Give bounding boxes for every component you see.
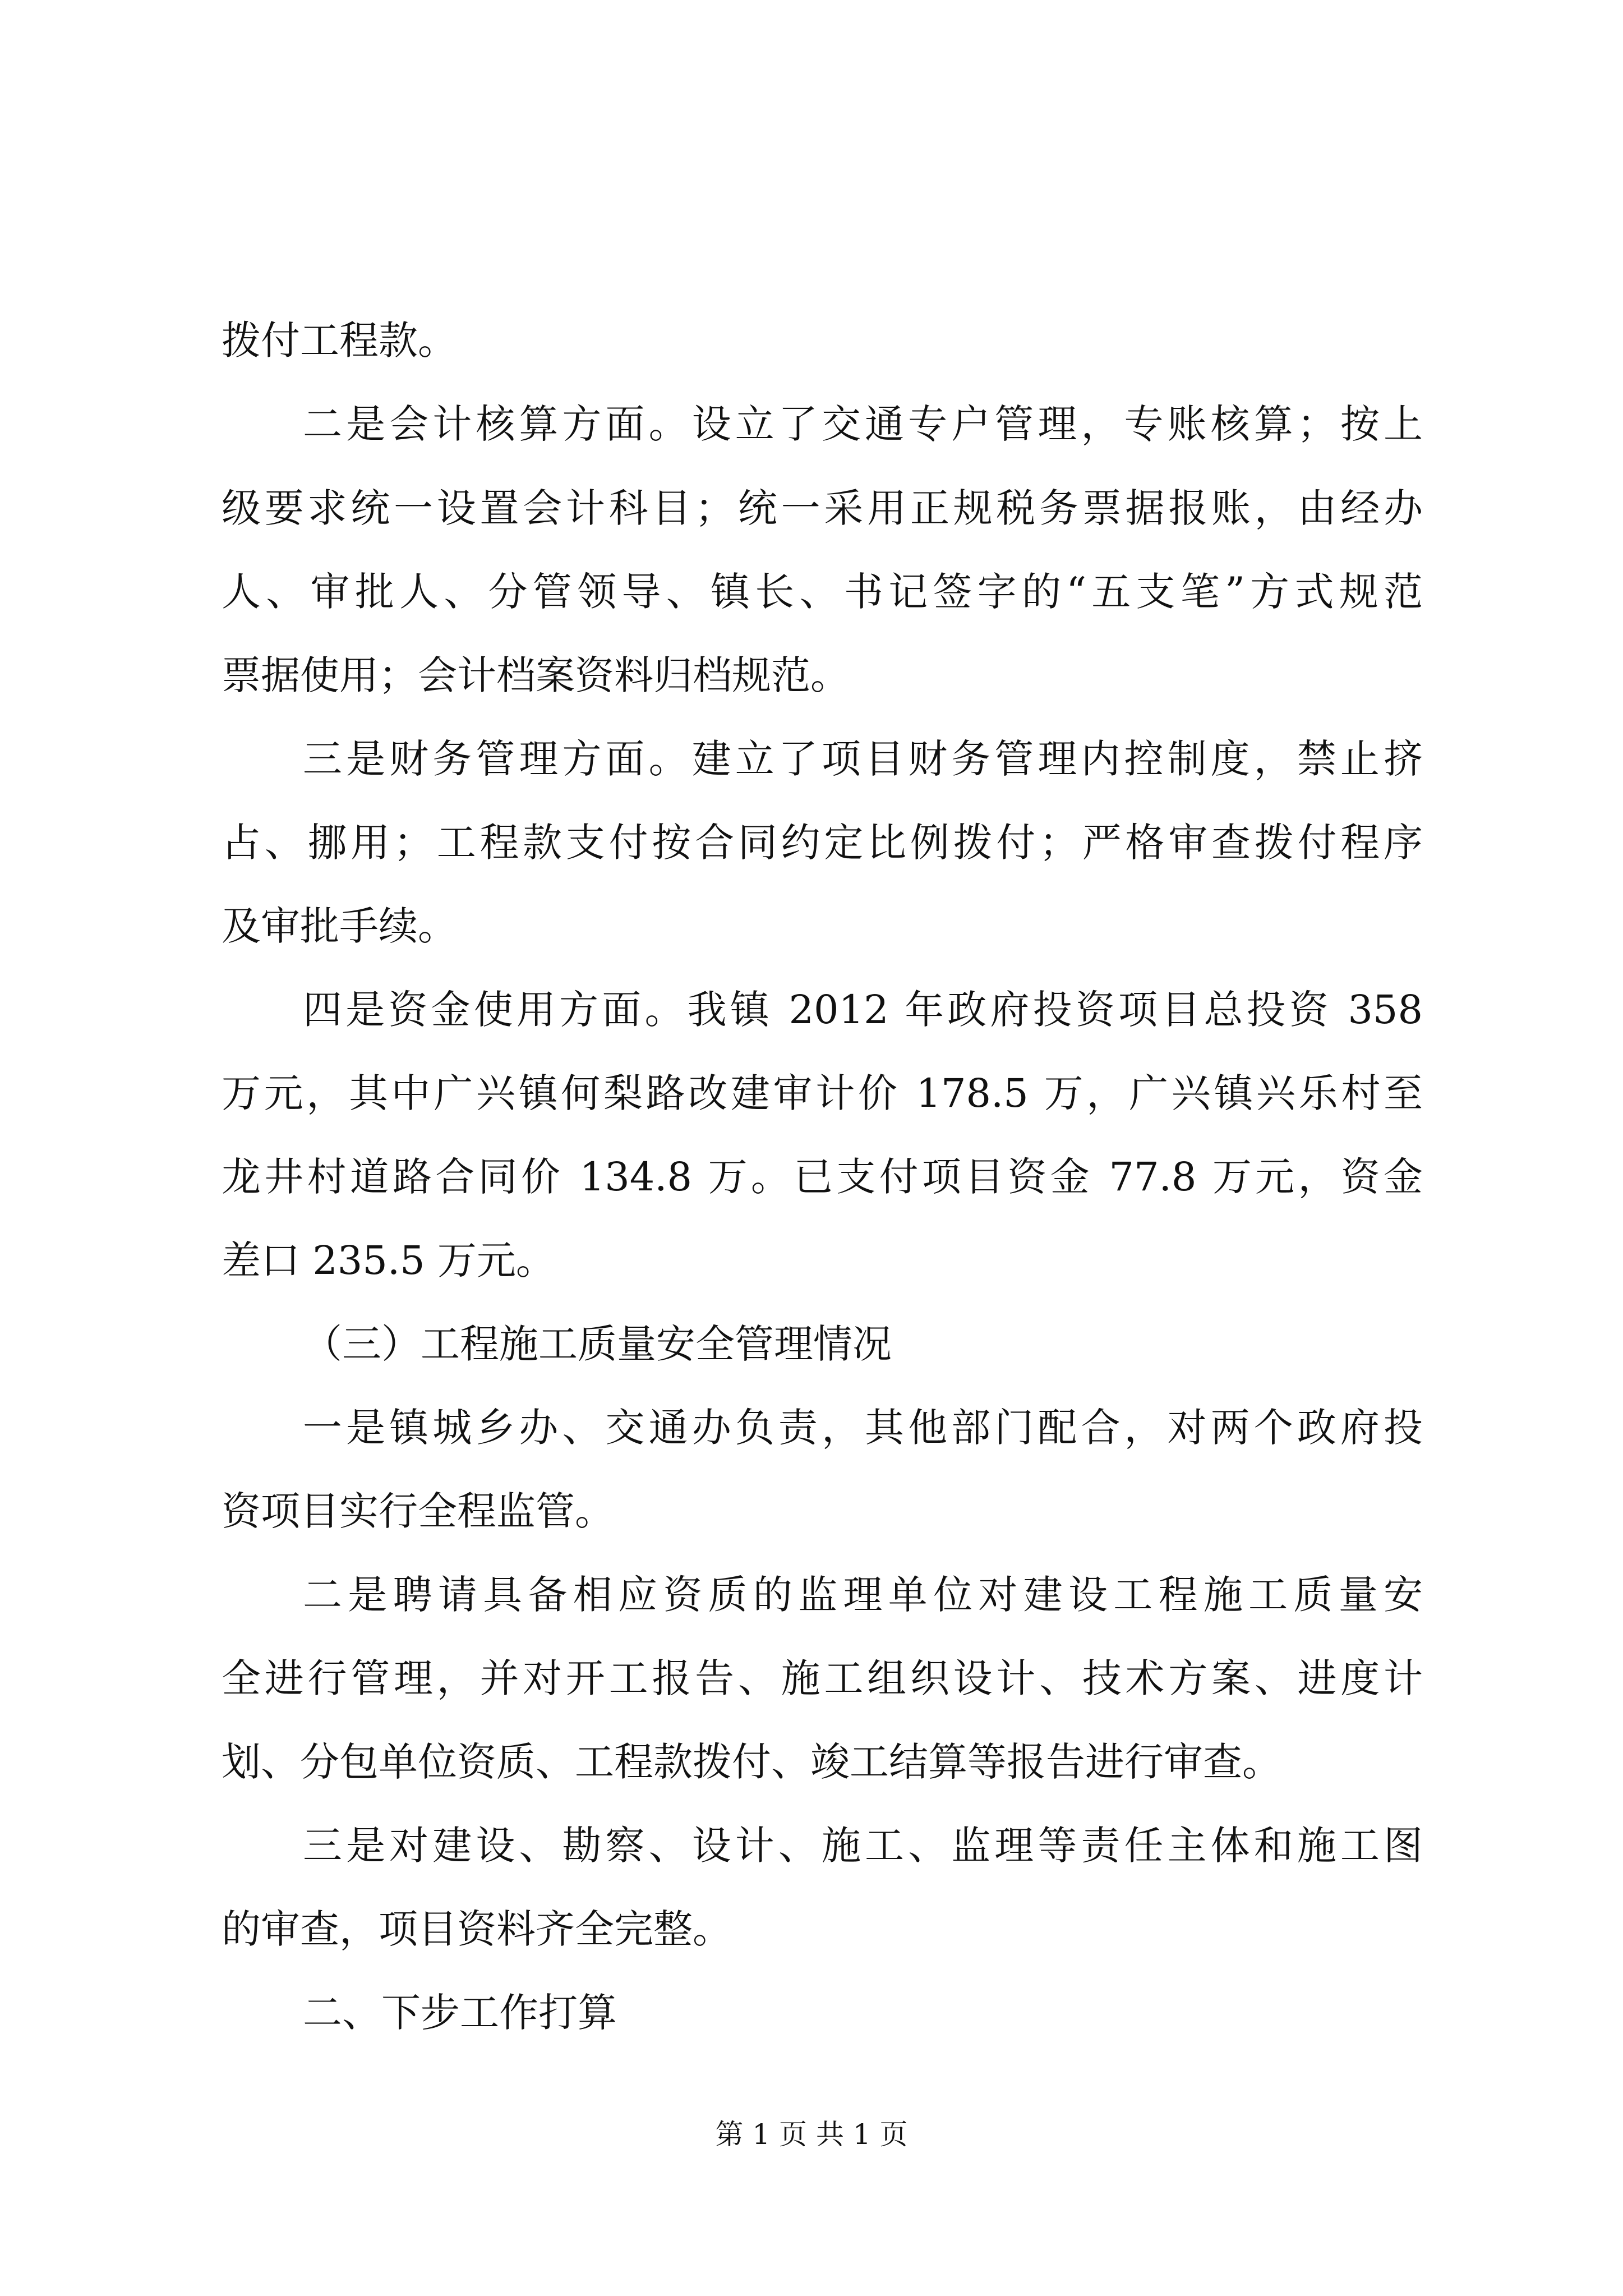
paragraph-review-line-1: 三是对建设、勘察、设计、施工、监理等责任主体和施工图	[303, 1823, 1423, 1869]
paragraph-consultant-line-3: 划、分包单位资质、工程款拨付、竣工结算等报告进行审查。	[222, 1739, 1281, 1785]
paragraph-accounting-line-3: 人、审批人、分管领导、镇长、书记签字的“五支笔”方式规范	[222, 569, 1423, 615]
section-heading-quality-safety: （三）工程施工质量安全管理情况	[303, 1321, 892, 1367]
paragraph-review-line-2: 的审查，项目资料齐全完整。	[222, 1906, 732, 1952]
paragraph-accounting-line-1: 二是会计核算方面。设立了交通专户管理，专账核算；按上	[303, 401, 1423, 447]
paragraph-funds-line-2: 万元，其中广兴镇何梨路改建审计价 178.5 万，广兴镇兴乐村至	[222, 1070, 1423, 1116]
page-number-footer: 第 1 页 共 1 页	[715, 2118, 908, 2151]
paragraph-funds-line-1: 四是资金使用方面。我镇 2012 年政府投资项目总投资 358	[303, 987, 1423, 1033]
paragraph-finance-line-2: 占、挪用；工程款支付按合同约定比例拨付；严格审查拨付程序	[222, 820, 1423, 866]
paragraph-accounting-line-4: 票据使用；会计档案资料归档规范。	[222, 652, 850, 698]
paragraph-consultant-line-2: 全进行管理，并对开工报告、施工组织设计、技术方案、进度计	[222, 1655, 1423, 1701]
paragraph-funds-line-4: 差口 235.5 万元。	[222, 1237, 555, 1283]
paragraph-accounting-line-2: 级要求统一设置会计科目；统一采用正规税务票据报账，由经办	[222, 485, 1423, 531]
section-heading-next-steps: 二、下步工作打算	[303, 1990, 617, 2036]
paragraph-funds-line-3: 龙井村道路合同价 134.8 万。已支付项目资金 77.8 万元，资金	[222, 1154, 1423, 1200]
paragraph-finance-line-3: 及审批手续。	[222, 903, 457, 949]
paragraph-supervision-line-1: 一是镇城乡办、交通办负责，其他部门配合，对两个政府投	[303, 1405, 1423, 1451]
paragraph-consultant-line-1: 二是聘请具备相应资质的监理单位对建设工程施工质量安	[303, 1572, 1423, 1618]
paragraph-supervision-line-2: 资项目实行全程监管。	[222, 1488, 614, 1534]
paragraph-finance-line-1: 三是财务管理方面。建立了项目财务管理内控制度，禁止挤	[303, 736, 1423, 782]
paragraph-line-continuation: 拨付工程款。	[222, 318, 457, 364]
